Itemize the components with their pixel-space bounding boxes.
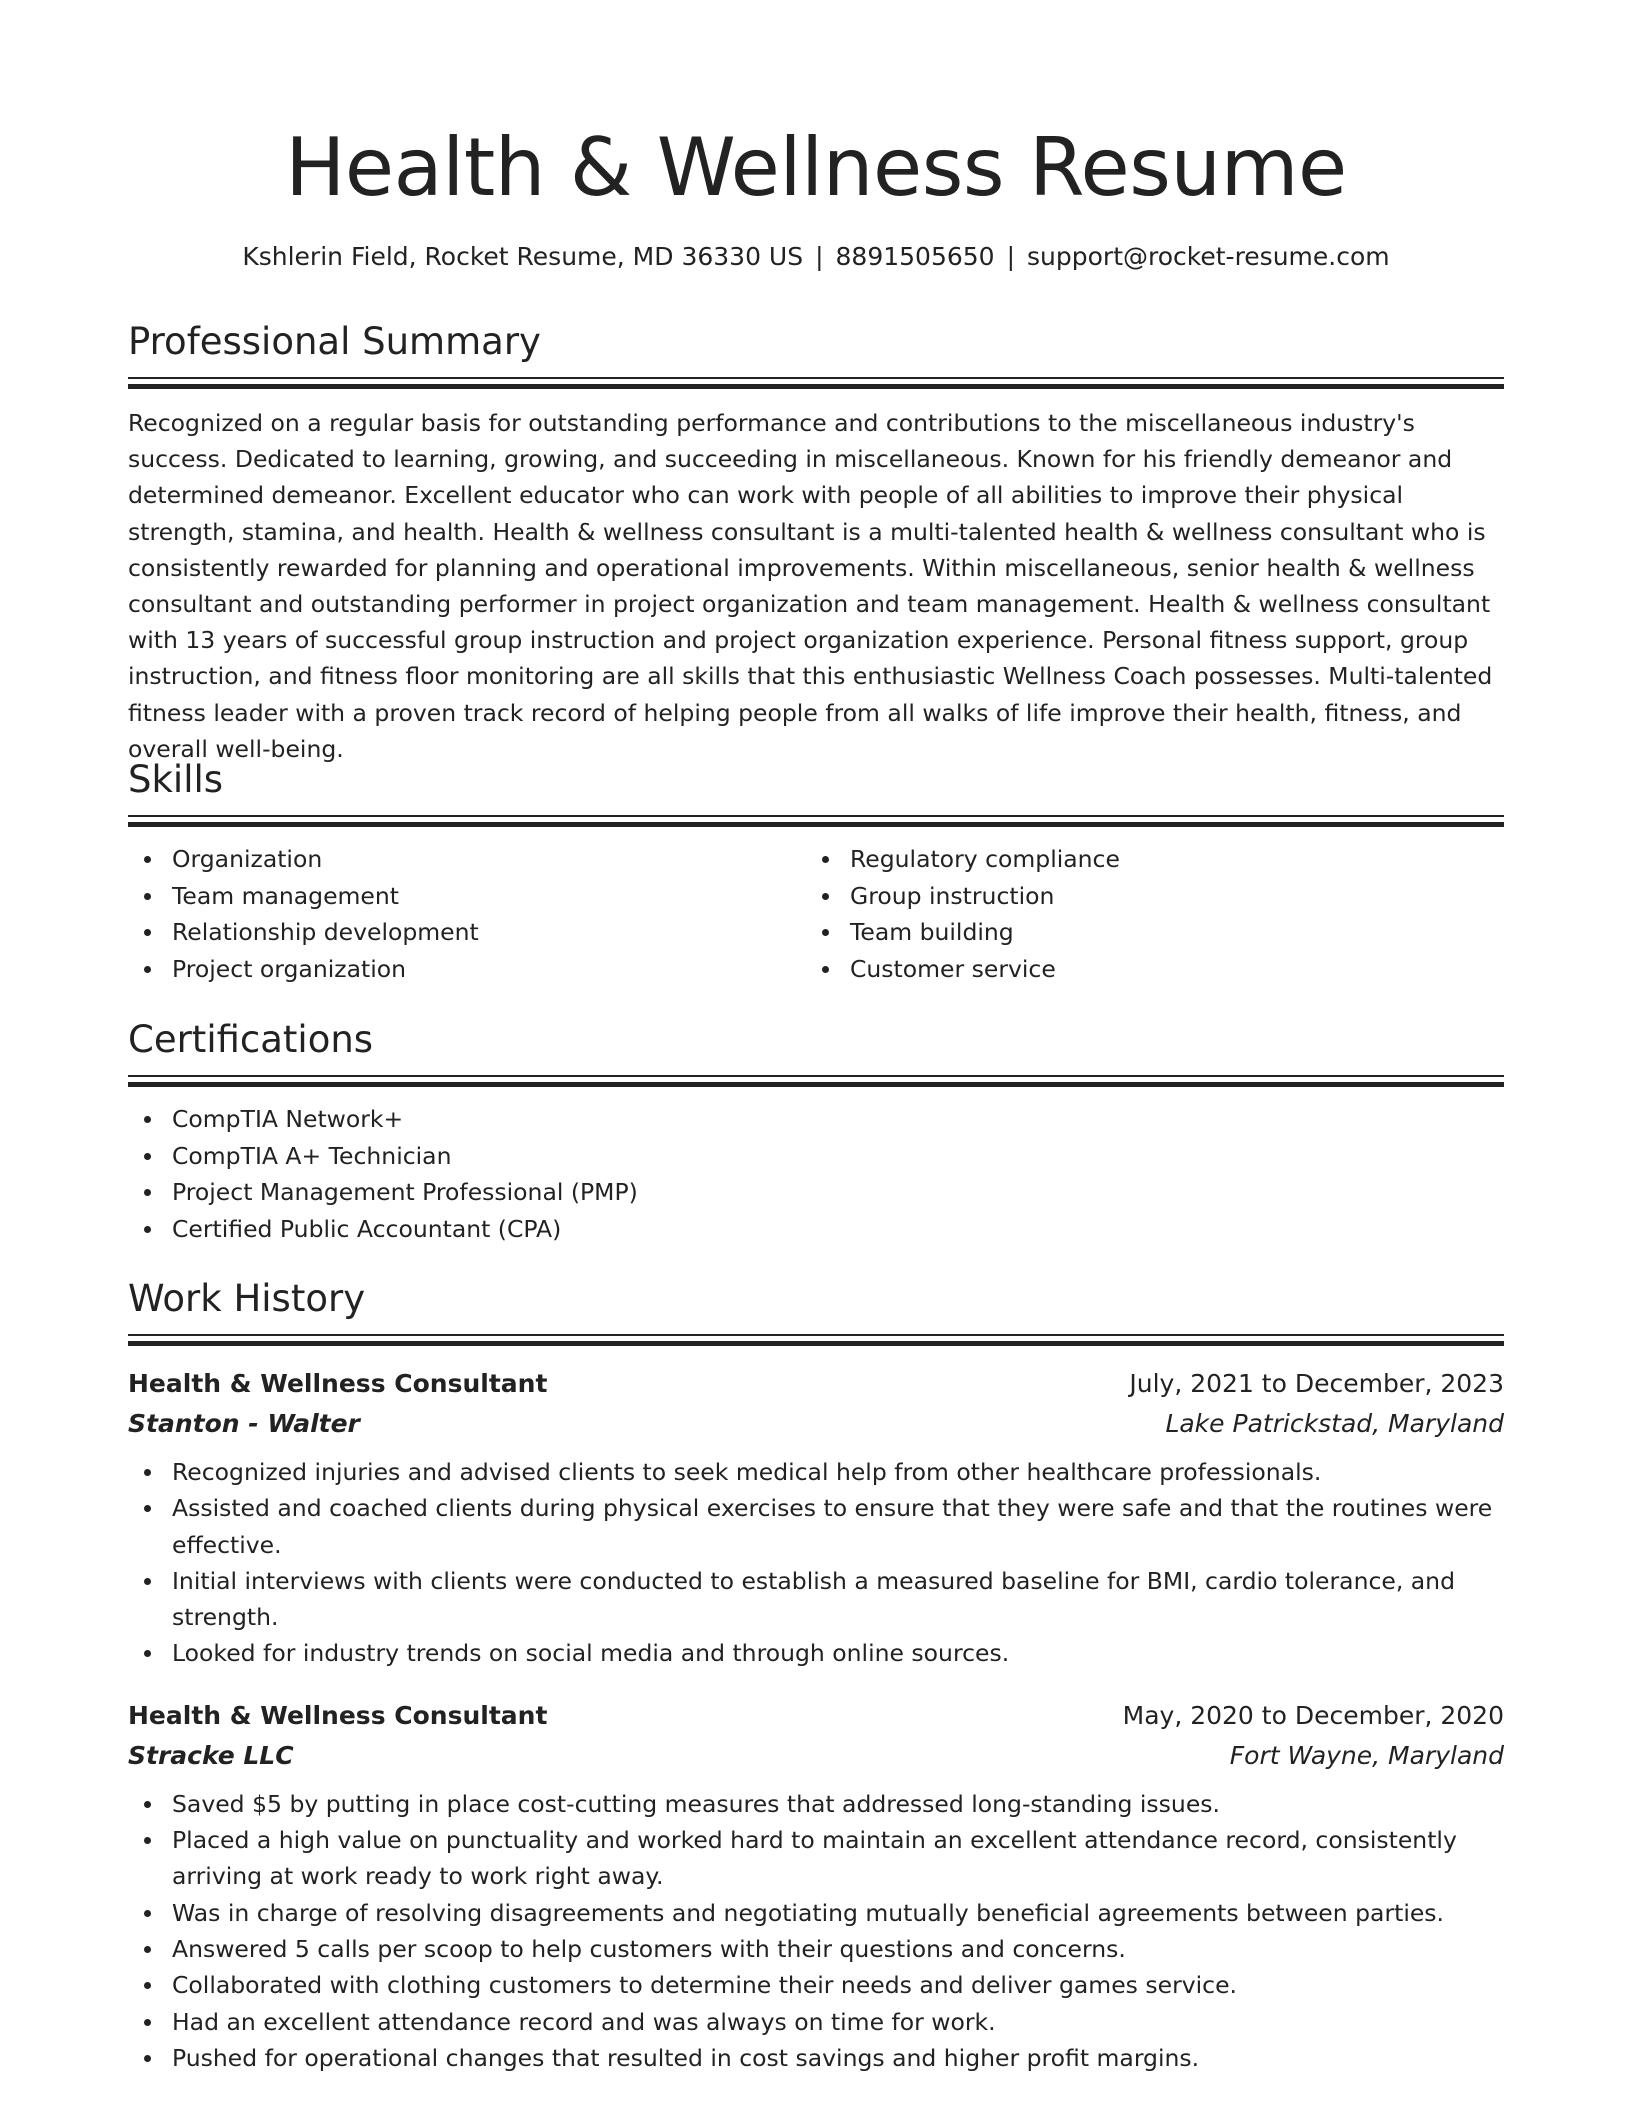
certification-item: CompTIA A+ Technician xyxy=(128,1138,1504,1175)
summary-section xyxy=(128,318,1504,767)
section-divider xyxy=(128,815,1504,829)
skill-item: Team management xyxy=(128,878,806,915)
job-company: Stracke LLC xyxy=(128,1740,294,1770)
certifications-list xyxy=(128,1101,1504,1247)
contact-phone: 8891505650 xyxy=(835,242,995,271)
contact-address: Kshlerin Field, Rocket Resume, MD 36330 US xyxy=(242,242,804,271)
skills-heading: Skills xyxy=(128,758,224,801)
certifications-heading: Certifications xyxy=(128,1018,374,1061)
job-bullet: Placed a high value on punctuality and worked hard to maintain an excellent attendance record, consistently arriving at work ready to work right away. xyxy=(128,1822,1504,1895)
job-bullet: Saved $5 by putting in place cost-cutting measures that addressed long-standing issues. xyxy=(128,1786,1504,1822)
job-company: Stanton - Walter xyxy=(128,1409,360,1438)
job-bullet-list xyxy=(128,1454,1504,1672)
job-bullet: Looked for industry trends on social media and through online sources. xyxy=(128,1635,1504,1671)
section-divider xyxy=(128,1334,1504,1348)
job-bullet: Answered 5 calls per scoop to help customers with their questions and concerns. xyxy=(128,1931,1504,1967)
summary-text: Recognized on a regular basis for outstanding performance and contributions to the miscellaneous industry's success. Dedicated to learning, growing, and succeeding in miscellaneous. Known for his friendly demeanor and determined demeanor. Excellent educator who can work with people of all abilities to improve their physical strength, stamina, and health. Health & wellness consultant is a multi-talented health & wellness consultant who is consistently rewarded for planning and operational improvements. Within miscellaneous, senior health & wellness consultant and outstanding performer in project organization and team management. Health & wellness consultant with 13 years of successful group instruction and project organization experience. Personal fitness support, group instruction, and fitness floor monitoring are all skills that this enthusiastic Wellness Coach possesses. Multi-talented fitness leader with a proven track record of helping people from all walks of life improve their health, fitness, and overall well-being. xyxy=(128,409,1493,763)
certifications-section xyxy=(128,1016,1504,1247)
resume-title: Health & Wellness Resume xyxy=(285,121,1347,214)
job-entry xyxy=(128,1364,1504,1672)
job-title: Health & Wellness Consultant xyxy=(128,1700,548,1730)
skills-list-left xyxy=(128,841,806,987)
certification-item: Certified Public Accountant (CPA) xyxy=(128,1211,1504,1248)
job-entry xyxy=(128,1696,1504,2076)
job-bullet: Collaborated with clothing customers to determine their needs and deliver games service. xyxy=(128,1967,1504,2003)
job-location: Lake Patrickstad, Maryland xyxy=(1165,1409,1504,1438)
skill-item: Relationship development xyxy=(128,914,806,951)
work-history-section xyxy=(128,1275,1504,2076)
job-title: Health & Wellness Consultant xyxy=(128,1369,548,1398)
skill-item: Regulatory compliance xyxy=(806,841,1484,878)
job-bullet: Was in charge of resolving disagreements and negotiating mutually beneficial agreements between parties. xyxy=(128,1895,1504,1931)
section-divider xyxy=(128,1075,1504,1089)
job-dates: July, 2021 to December, 2023 xyxy=(1129,1369,1504,1398)
contact-separator: | xyxy=(815,242,824,271)
job-bullet-list xyxy=(128,1786,1504,2076)
work-history-heading: Work History xyxy=(128,1277,366,1320)
skill-item: Team building xyxy=(806,914,1484,951)
contact-separator: | xyxy=(1006,242,1016,271)
skills-grid xyxy=(128,841,1504,987)
certification-item: Project Management Professional (PMP) xyxy=(128,1174,1504,1211)
summary-heading: Professional Summary xyxy=(128,320,541,363)
skill-item: Organization xyxy=(128,841,806,878)
job-bullet: Recognized injuries and advised clients to seek medical help from other healthcare professionals. xyxy=(128,1454,1504,1490)
skill-item: Group instruction xyxy=(806,878,1484,915)
skills-list-right xyxy=(806,841,1484,987)
contact-line xyxy=(0,239,1632,275)
skill-item: Customer service xyxy=(806,951,1484,988)
job-bullet: Pushed for operational changes that resulted in cost savings and higher profit margins. xyxy=(128,2040,1504,2076)
job-bullet: Initial interviews with clients were conducted to establish a measured baseline for BMI, cardio tolerance, and strength. xyxy=(128,1563,1504,1636)
section-divider xyxy=(128,377,1504,391)
skills-section xyxy=(128,756,1504,987)
job-location: Fort Wayne, Maryland xyxy=(1229,1740,1504,1770)
job-bullet: Had an excellent attendance record and was always on time for work. xyxy=(128,2004,1504,2040)
job-bullet: Assisted and coached clients during physical exercises to ensure that they were safe and that the routines were effective. xyxy=(128,1490,1504,1563)
certification-item: CompTIA Network+ xyxy=(128,1101,1504,1138)
contact-email: support@rocket-resume.com xyxy=(1027,242,1390,271)
skill-item: Project organization xyxy=(128,951,806,988)
job-dates: May, 2020 to December, 2020 xyxy=(1122,1700,1504,1730)
